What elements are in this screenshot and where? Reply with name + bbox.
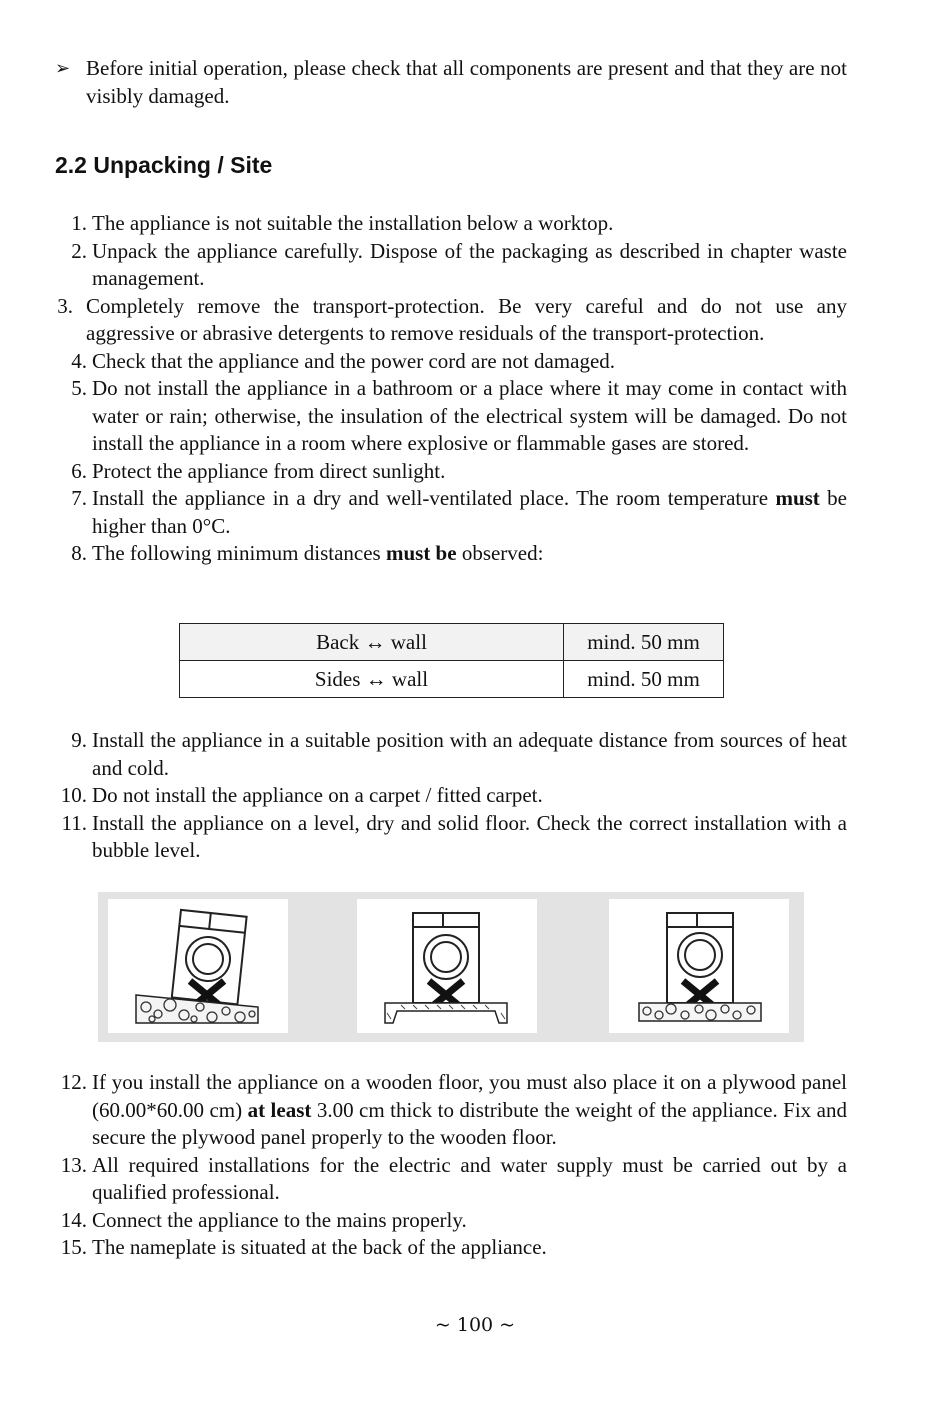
item-number: 6. xyxy=(71,458,87,483)
item-text-start: If you install the appliance on a wooden floor, you must also place it on a plywood panel (60.00*60.00 cm) xyxy=(92,1070,847,1122)
stony-floor-appliance-image xyxy=(609,899,789,1033)
intro-bullet xyxy=(55,55,847,110)
list-item xyxy=(55,375,847,458)
distance-label: Sides ↔ wall xyxy=(180,661,564,698)
item-number: 5. xyxy=(71,376,87,400)
tilted-appliance-drawing xyxy=(108,899,288,1033)
item-number: 14. xyxy=(60,1207,87,1232)
item-text-start: Install the appliance in a dry and well-ventilated place. The room temperature xyxy=(92,486,776,510)
item-text: The appliance is not suitable the installation below a worktop. xyxy=(92,211,614,235)
item-text-start: The following minimum distances xyxy=(92,541,386,565)
list-item xyxy=(55,485,847,540)
item-text: The nameplate is situated at the back of the appliance. xyxy=(92,1235,547,1259)
list-item xyxy=(55,727,847,782)
item-text: Do not install the appliance in a bathroom or a place where it may come in contact with water or rain; otherwise, the insulation of the electrical system will be damaged. Do not install the appliance in a room where explosive or flammable gases are stored. xyxy=(92,376,847,455)
list-item xyxy=(55,1207,847,1235)
list-item xyxy=(55,348,847,376)
list-item xyxy=(55,458,847,486)
item-text xyxy=(92,485,847,540)
item-number: 12. xyxy=(60,1070,87,1094)
table-row xyxy=(180,624,724,661)
list-item xyxy=(55,782,847,810)
list-item xyxy=(55,1069,847,1152)
item-text-end: observed: xyxy=(456,541,544,565)
item-number: 3. xyxy=(57,293,73,318)
instruction-list-part-3 xyxy=(55,1069,847,1262)
distance-value: mind. 50 mm xyxy=(564,624,724,661)
item-number: 7. xyxy=(71,486,87,510)
tilted-appliance-image xyxy=(108,899,288,1033)
item-number: 4. xyxy=(71,348,87,373)
distance-value: mind. 50 mm xyxy=(564,661,724,698)
distance-label: Back ↔ wall xyxy=(180,624,564,661)
table-row xyxy=(180,661,724,698)
item-text: Protect the appliance from direct sunlight. xyxy=(92,458,446,483)
item-text: Completely remove the transport-protection. Be very careful and do not use any aggressive or abrasive detergents to remove residuals of the transport-protection. xyxy=(86,293,847,345)
stony-floor-appliance-drawing xyxy=(609,899,789,1033)
item-text xyxy=(92,540,847,568)
instruction-list-part-2 xyxy=(55,727,847,865)
emphasis-must: must xyxy=(775,486,820,510)
item-number: 9. xyxy=(71,728,87,752)
emphasis-must-be: must be xyxy=(385,541,457,565)
instruction-list-part-1 xyxy=(55,210,847,568)
minimum-distance-table xyxy=(179,623,724,698)
item-text: Connect the appliance to the mains properly. xyxy=(92,1207,467,1232)
list-item xyxy=(55,293,847,348)
list-item xyxy=(55,210,847,238)
installation-illustration xyxy=(98,892,804,1042)
item-number: 2. xyxy=(71,238,87,263)
list-item xyxy=(55,1234,847,1262)
list-item xyxy=(55,1152,847,1207)
item-number: 15. xyxy=(60,1235,87,1259)
item-number: 13. xyxy=(60,1152,87,1177)
item-text: Do not install the appliance on a carpet / fitted carpet. xyxy=(92,783,543,807)
item-text-end: 3.00 cm thick to distribute the weight of the appliance. Fix and secure the plywood panel properly to the wooden floor. xyxy=(92,1097,847,1149)
list-item xyxy=(55,238,847,293)
item-text: Check that the appliance and the power cord are not damaged. xyxy=(92,348,616,373)
item-text: Install the appliance in a suitable position with an adequate distance from sources of heat and cold. xyxy=(92,728,847,780)
intro-bullet-text: Before initial operation, please check that all components are present and that they are not visibly damaged. xyxy=(86,56,847,108)
item-text: All required installations for the electric and water supply must be carried out by a qualified professional. xyxy=(92,1152,847,1204)
page-number: ~ 100 ~ xyxy=(434,1314,516,1336)
arrow-bullet-icon: ➢ xyxy=(55,58,71,79)
item-text: Unpack the appliance carefully. Dispose of the packaging as described in chapter waste management. xyxy=(92,238,847,290)
item-number: 11. xyxy=(61,810,87,835)
raised-panel-appliance-drawing xyxy=(357,899,537,1033)
section-heading: 2.2 Unpacking / Site xyxy=(55,152,273,178)
item-number: 10. xyxy=(60,783,87,807)
raised-panel-appliance-image xyxy=(357,899,537,1033)
item-number: 8. xyxy=(71,541,87,565)
emphasis-at-least: at least xyxy=(247,1097,312,1122)
list-item xyxy=(55,810,847,865)
list-item xyxy=(55,540,847,568)
item-text-end: be higher than 0°C. xyxy=(92,486,847,538)
item-text: Install the appliance on a level, dry and solid floor. Check the correct installation with a bubble level. xyxy=(92,810,847,862)
item-text xyxy=(92,1069,847,1152)
item-number: 1. xyxy=(71,211,87,235)
